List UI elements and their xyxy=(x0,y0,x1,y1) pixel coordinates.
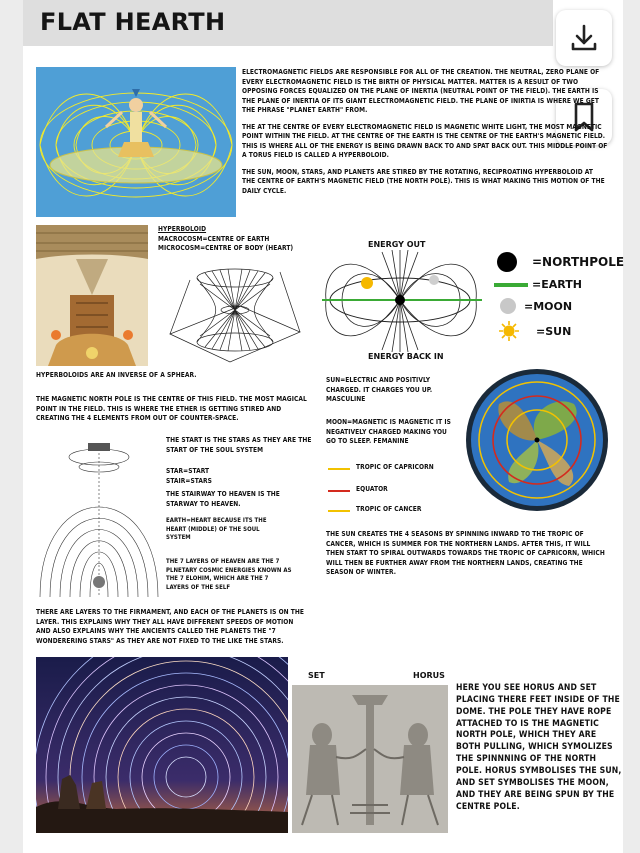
page-title: FLAT HEARTH xyxy=(40,8,226,36)
macrocosm-line: MACROCOSM=CENTRE OF EARTH xyxy=(158,234,270,243)
moon-description: MOON=MAGNETIC IS MAGNETIC IT IS NEGATIVELY CHARGED MAKING YOU GO TO SLEEP. FEMANINE xyxy=(326,418,451,446)
seven-layers-text: THE 7 LAYERS OF HEAVEN ARE THE 7 PLNETARY COSMIC ENERGIES KNOWN AS THE 7 ELOHIM, WHICH ARE THE 7 LAYERS OF THE SELF xyxy=(166,558,292,592)
download-button[interactable] xyxy=(556,10,612,66)
energy-back-in-label: ENERGY BACK IN xyxy=(368,352,444,361)
intro-text xyxy=(242,68,608,204)
sun-description: SUN=ELECTRIC AND POSITIVLY CHARGED. IT CHARGES YOU UP. MASCULINE xyxy=(326,376,433,404)
cancer-line xyxy=(328,510,350,512)
equator-label: EQUATOR xyxy=(356,485,388,493)
legend-sun-label: =SUN xyxy=(536,325,572,338)
horus-label: HORUS xyxy=(413,671,445,680)
microcosm-line: MICROCOSM=CENTRE OF BODY (HEART) xyxy=(158,244,294,253)
horus-set-relief xyxy=(292,685,448,833)
soul-start-text: THE START IS THE STARS AS THEY ARE THE START OF THE SOUL SYSTEM xyxy=(166,436,312,454)
energy-field-diagram xyxy=(322,250,482,352)
torus-field-image xyxy=(36,67,236,217)
stairway-text: THE STAIRWAY TO HEAVEN IS THE STARWAY TO HEAVEN. xyxy=(166,490,280,508)
equator-line xyxy=(328,490,350,492)
hyperboloid-temple-image xyxy=(36,225,148,366)
legend-earth-label: =EARTH xyxy=(532,278,582,291)
intro-paragraph-1: ELECTROMAGNETIC FIELDS ARE RESPONSIBLE FOR ALL OF THE CREATION. THE NEUTRAL, ZERO PLANE OF EVERY ELECTROMAGNETIC FIELD IS THE BIRTH OF PHYSICAL MATTER. MATTER IS A RESULT OF TWO OPPOSING FORCES EQUALIZED ON THE PLANE OF INERTIA (NEUTRAL POINT OF THE FIELD). THE EARTH IS THE PLANE OF INERTIA OF ITS GIANT ELECTROMAGNETIC FIELD. THE PLANE OF INIRTIA IS WHERE WE GET THE PHRASE "PLANET EARTH" FROM. xyxy=(242,68,600,115)
seasons-text: THE SUN CREATES THE 4 SEASONS BY SPINNING INWARD TO THE TROPIC OF CANCER, WHICH IS SUMMER FOR THE NORTHERN LANDS. AFTER THIS, IT WILL THEN START TO SPIRAL OUTWARDS TOWARDS THE TROPIC OF CAPRICORN, WHICH WILL THEN BE FURTHER AWAY FROM THE NORTHERN LANDS, CREATING THE SEASON OF WINTER. xyxy=(326,530,605,577)
capricorn-line xyxy=(328,468,350,470)
tropic-cancer-label: TROPIC OF CANCER xyxy=(356,505,422,513)
earth-heart-text: EARTH=HEART BECAUSE ITS THE HEART (MIDDLE) OF THE SOUL SYSTEM xyxy=(166,517,267,542)
north-pole-text: THE MAGNETIC NORTH POLE IS THE CENTRE OF THIS FIELD. THE MOST MAGICAL POINT IN THE FIELD. THIS IS WHERE THE ETHER IS GETTING STIRED AND CREATING THE 4 ELEMENTS FROM OUT OF COUNTER-SPACE. xyxy=(36,395,307,423)
sun-icon xyxy=(498,320,520,342)
horus-set-text: HERE YOU SEE HORUS AND SET PLACING THERE FEET INSIDE OF THE DOME. THE POLE THEY HAVE ROPE ATTACHED TO IS THE MAGNETIC NORTH POLE, WHICH THEY ARE BOTH PULLING, WHICH SYMOLIZES THE SPINNNING OF THE NORTH POLE. HORUS SYMBOLISES THE SUN, AND SET SYMBOLISES THE MOON, AND THEY ARE BEING SPUN BY THE CENTRE POLE. xyxy=(456,683,622,812)
intro-paragraph-2: THE AT THE CENTRE OF EVERY ELECTROMAGNETIC FIELD IS MAGNETIC WHITE LIGHT, THE MOST MAGNETIC POINT WITHIN THE FIELD. AT THE CENTRE OF THE EARTH IS THE CENTRE OF THE EARTH'S MAGNETIC FIELD. THIS IS WHERE ALL OF THE ENERGY IS BEING DRAWN BACK TO AND SPAT BACK OUT. THIS MIDDLE POINT OF A TORUS FIELD IS CALLED A HYPERBOLOID. xyxy=(242,122,608,160)
hyperboloid-wireframe xyxy=(160,262,310,372)
flat-earth-map xyxy=(464,364,610,516)
download-icon xyxy=(567,21,601,55)
hyperboloid-heading: HYPERBOLOID xyxy=(158,225,207,233)
legend-moon-label: =MOON xyxy=(524,300,573,313)
energy-out-label: ENERGY OUT xyxy=(368,240,426,249)
hyperboloid-heading-block xyxy=(158,225,318,254)
tropic-capricorn-label: TROPIC OF CAPRICORN xyxy=(356,463,434,471)
star-system-engraving xyxy=(36,437,162,597)
star-trails-photo xyxy=(36,657,288,833)
firmament-text: THERE ARE LAYERS TO THE FIRMAMENT, AND EACH OF THE PLANETS IS ON THE LAYER. THIS EXPLAINS WHY THEY ALL HAVE DIFFERENT SPEEDS OF MOTION AND ALSO EXPLAINS WHY THE ANCIENTS CALLED THE PLANETS THE "7 WONDERERING STARS" AS THEY ARE NOT FIXED TO THE LIKE THE STARS. xyxy=(36,608,305,645)
hyperboloid-caption: HYPERBOLOIDS ARE AN INVERSE OF A SPHEAR. xyxy=(36,371,197,379)
star-start-line: STAR=START xyxy=(166,467,210,475)
intro-paragraph-3: THE SUN, MOON, STARS, AND PLANETS ARE STIRED BY THE ROTATING, RECIPROATING HYPERBOLOID AT THE CENTRE OF EARTH'S MAGNETIC FIELD (THE NORTH POLE). THIS IS WHAT MAKING THIS MOTION OF THE DAILY CYCLE. xyxy=(242,167,605,196)
moon-dot xyxy=(500,298,516,314)
legend-northpole-label: =NORTHPOLE xyxy=(532,255,625,269)
set-label: SET xyxy=(308,671,325,680)
stair-stars-line: STAIR=STARS xyxy=(166,477,212,485)
earth-line xyxy=(494,283,528,287)
northpole-dot xyxy=(497,252,517,272)
